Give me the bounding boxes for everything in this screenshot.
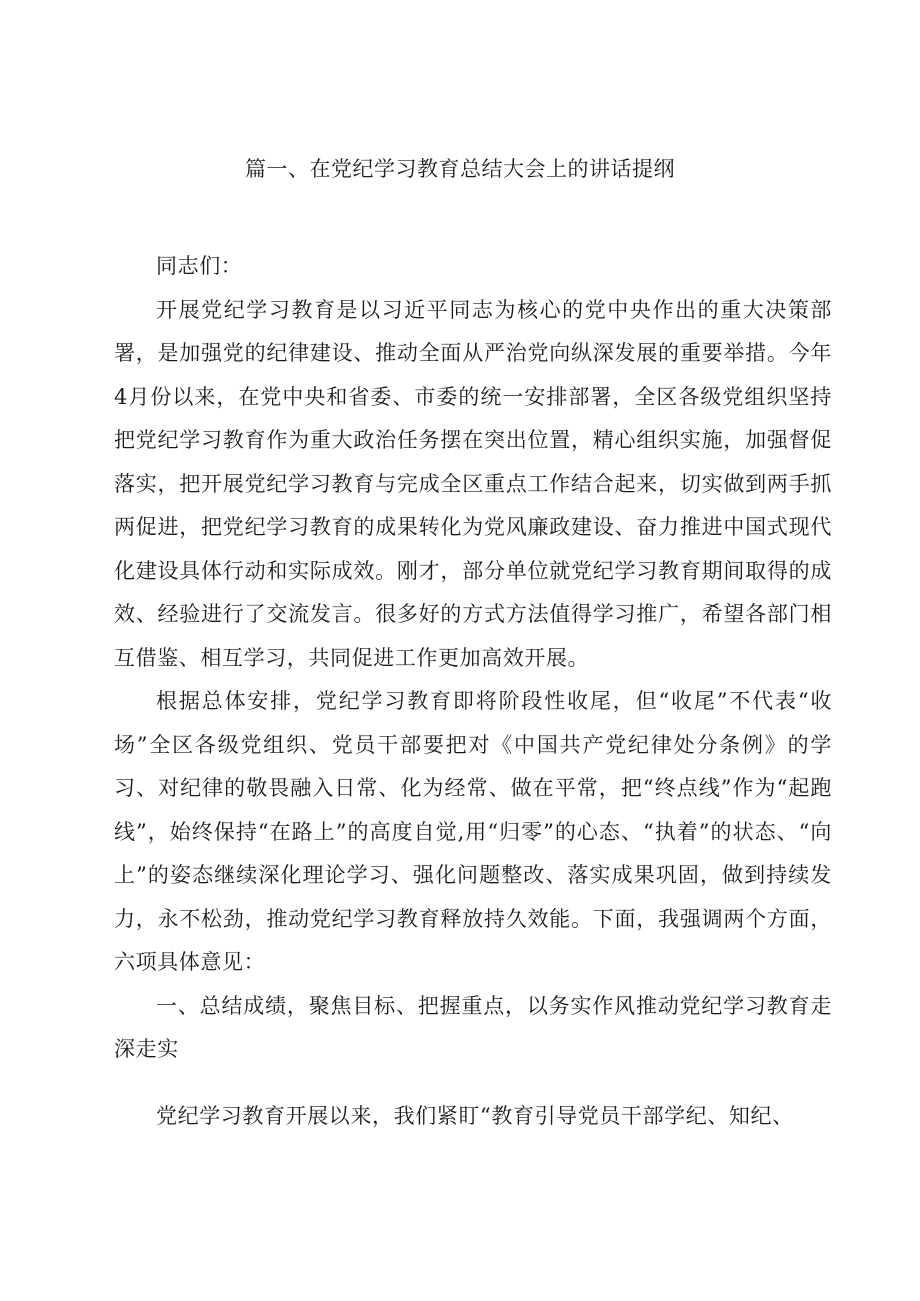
paragraph-3: 党纪学习教育开展以来，我们紧盯“教育引导党员干部学纪、知纪、 [156,1103,794,1128]
paragraph-1: 开展党纪学习教育是以习近平同志为核心的党中央作出的重大决策部署，是加强党的纪律建设、推动全面从严治党向纵深发展的重要举措。今年4月份以来，在党中央和省委、市委的统一安排部署，全区各级党组织坚持把党纪学习教育作为重大政治任务摆在突出位置，精心组织实施，加强督促落实，把开展党纪学习教育与完成全区重点工作结合起来，切实做到两手抓两促进，把党纪学习教育的成果转化为党风廉政建设、奋力推进中国式现代化建设具体行动和实际成效。刚才，部分单位就党纪学习教育期间取得的成效、经验进行了交流发言。很多好的方式方法值得学习推广，希望各部门相互借鉴、相互学习，共同促进工作更加高效开展。 [114,297,832,670]
paragraph-2: 根据总体安排，党纪学习教育即将阶段性收尾，但“收尾”不代表“收场”全区各级党组织、党员干部要把对《中国共产党纪律处分条例》的学习、对纪律的敬畏融入日常、化为经常、做在平常，把“终点线”作为“起跑线”，始终保持“在路上”的高度自觉,用“归零”的心态、“执着”的状态、“向上”的姿态继续深化理论学习、强化问题整改、落实成果巩固，做到持续发力，永不松劲，推动党纪学习教育释放持久效能。下面，我强调两个方面，六项具体意见： [114,689,832,974]
document-body [114,245,832,1138]
document-title: 篇一、在党纪学习教育总结大会上的讲话提纲 [245,157,675,181]
salutation: 同志们： [156,254,243,278]
section-heading: 一、总结成绩，聚焦目标、把握重点，以务实作风推动党纪学习教育走深走实 [114,993,832,1061]
